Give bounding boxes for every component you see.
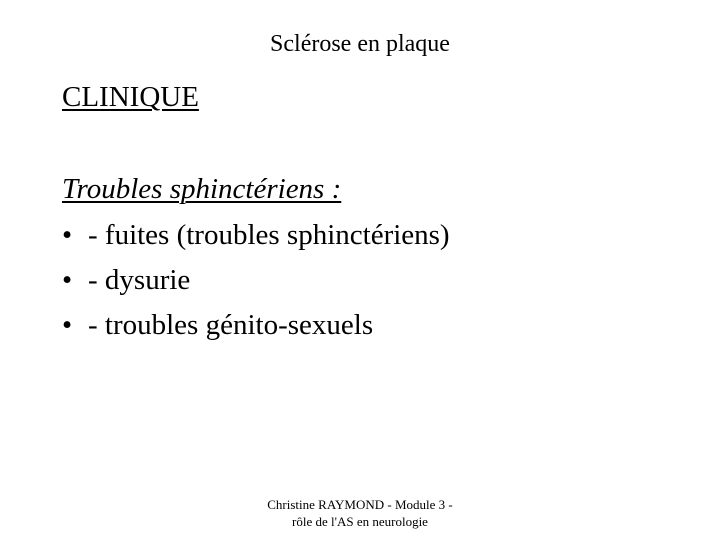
bullet-icon: • bbox=[62, 219, 73, 251]
slide-title: Sclérose en plaque bbox=[270, 31, 450, 57]
footer-author-line: Christine RAYMOND - Module 3 - bbox=[267, 497, 453, 512]
bullet-icon: • bbox=[62, 264, 73, 296]
section-heading: CLINIQUE bbox=[62, 81, 199, 113]
footer-topic-line: rôle de l'AS en neurologie bbox=[292, 514, 428, 529]
bullet-text: - fuites (troubles sphinctériens) bbox=[88, 219, 450, 251]
slide-footer bbox=[0, 496, 720, 530]
subheading: Troubles sphinctériens : bbox=[62, 173, 342, 205]
bullet-icon: • bbox=[62, 309, 73, 341]
bullet-text: - troubles génito-sexuels bbox=[88, 309, 374, 341]
bullet-text: - dysurie bbox=[88, 264, 191, 296]
